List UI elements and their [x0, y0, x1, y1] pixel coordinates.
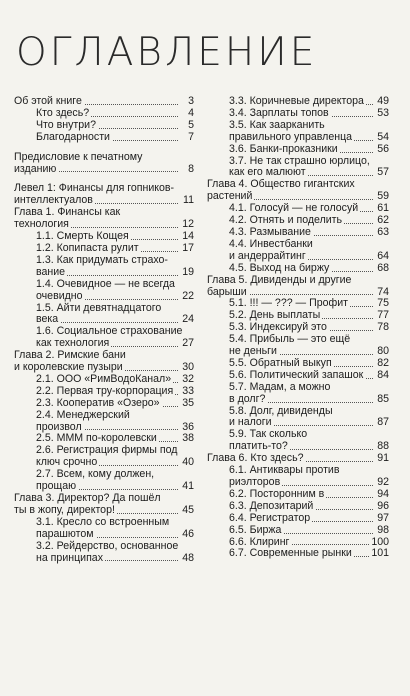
toc-entry-title: Что внутри?: [36, 119, 96, 131]
toc-entry-title-line: 2.7. Всем, кому должен,: [36, 468, 155, 481]
toc-page-number: 53: [377, 106, 389, 119]
toc-entry-title: Благодарности: [36, 131, 110, 143]
toc-entry-title: 6.5. Биржа: [229, 524, 282, 536]
toc-page-number: 91: [377, 452, 389, 465]
toc-entry[interactable]: [207, 334, 389, 358]
toc-page-number: 5: [188, 118, 194, 131]
toc-leader-dots: [36, 314, 178, 326]
toc-page-number: 30: [182, 361, 194, 374]
toc-leader-dots: [36, 338, 178, 350]
toc-leader-dots: [36, 481, 178, 493]
toc-left-column: [14, 96, 194, 564]
toc-page-number: 87: [377, 416, 389, 429]
toc-entry-title-line: 3.5. Как заарканить: [229, 118, 325, 131]
toc-entry[interactable]: [14, 243, 194, 255]
toc-page-number: 48: [182, 551, 194, 564]
toc-page-number: 41: [182, 480, 194, 493]
toc-entry[interactable]: [14, 541, 194, 565]
toc-entry[interactable]: [14, 207, 194, 231]
toc-entry[interactable]: [14, 183, 194, 207]
toc-entry-title: и андеррайтинг: [229, 250, 306, 262]
toc-page-number: 8: [188, 162, 194, 175]
toc-page-number: 11: [183, 194, 194, 207]
toc-entry-title: 2.5. МММ по-королевски: [36, 433, 157, 445]
toc-leader-dots: [14, 195, 178, 207]
toc-entry-title: прощаю: [36, 481, 77, 493]
toc-leader-dots: [14, 505, 178, 517]
toc-page-number: 61: [377, 202, 389, 215]
toc-entry[interactable]: [14, 152, 194, 176]
toc-leader-dots: [36, 457, 178, 469]
toc-entry[interactable]: [14, 303, 194, 327]
toc-page-number: 3: [188, 95, 194, 107]
toc-entry-title-line: 1.4. Очевидное — не всегда: [36, 277, 175, 290]
toc-page-number: 32: [182, 372, 194, 385]
toc-page-number: 14: [182, 230, 194, 243]
toc-entry[interactable]: [207, 548, 389, 560]
toc-entry-title-line: 3.7. Не так страшно юрлицо,: [229, 154, 370, 167]
toc-entry-title: 6.6. Клиринг: [229, 536, 290, 548]
toc-entry-title: 5.1. !!! — ??? — Профит: [229, 298, 348, 310]
toc-entry[interactable]: [14, 445, 194, 469]
toc-entry-title: 4.5. Выход на биржу: [229, 262, 330, 274]
toc-entry-title: 5.6. Политический запашок: [229, 369, 364, 381]
toc-entry[interactable]: [207, 203, 389, 215]
toc-leader-dots: [36, 267, 178, 279]
toc-leader-dots: [229, 346, 373, 358]
toc-entry-title: 3.4. Зарплаты топов: [229, 107, 329, 119]
toc-leader-dots: [36, 291, 178, 303]
toc-entry-title: как технология: [36, 338, 110, 350]
toc-page-number: 85: [377, 392, 389, 405]
toc-entry-title: барыши: [207, 286, 247, 298]
toc-page-number: 35: [182, 396, 194, 409]
toc-entry[interactable]: [207, 263, 389, 275]
toc-leader-dots: [229, 298, 373, 310]
toc-entry-title: изданию: [14, 163, 57, 175]
toc-page-number: 59: [377, 190, 389, 203]
toc-entry-title: 4.3. Размывание: [229, 226, 311, 238]
toc-entry[interactable]: [207, 156, 389, 180]
toc-entry-title: 6.2. Посторонним в: [229, 488, 325, 500]
toc-leader-dots: [14, 219, 178, 231]
toc-page-number: 46: [182, 527, 194, 540]
toc-entry-title-line: 4.4. Инвестбанки: [229, 237, 313, 250]
toc-entry-title: 2.3. Кооператив «Озеро»: [36, 397, 160, 409]
toc-entry[interactable]: [14, 433, 194, 445]
toc-entry[interactable]: [207, 298, 389, 310]
toc-entry-title-line: 3.1. Кресло со встроенным: [36, 515, 170, 528]
toc-entry-title: 3.3. Коричневые директора: [229, 96, 364, 107]
toc-page-number: 7: [188, 130, 194, 143]
toc-entry-title-line: 1.3. Как придумать страхо-: [36, 253, 168, 266]
toc-entry-title-line: Глава 1. Финансы как: [14, 206, 121, 219]
toc-leader-dots: [229, 477, 373, 489]
toc-page-number: 84: [377, 368, 389, 381]
toc-page-number: 101: [371, 547, 389, 560]
toc-entry[interactable]: [14, 493, 194, 517]
toc-page-number: 92: [377, 476, 389, 488]
toc-page-number: 54: [377, 130, 389, 143]
toc-entry[interactable]: [14, 398, 194, 410]
toc-entry[interactable]: [207, 406, 389, 430]
toc-entry[interactable]: [14, 120, 194, 132]
toc-entry-title-line: Глава 3. Директор? Да пошёл: [14, 492, 161, 504]
toc-entry-title-line: Глава 4. Общество гигантских: [207, 178, 355, 191]
toc-entry-title: 5.3. Индексируй это: [229, 322, 327, 334]
toc-entry[interactable]: [207, 239, 389, 263]
toc-page-number: 24: [182, 313, 194, 326]
toc-entry-title: растений: [207, 191, 253, 203]
toc-leader-dots: [36, 243, 178, 255]
toc-leader-dots: [229, 322, 373, 334]
toc-leader-dots: [36, 553, 178, 565]
toc-entry[interactable]: [14, 231, 194, 243]
toc-entry[interactable]: [207, 144, 389, 156]
toc-entry-title: 4.2. Отнять и поделить: [229, 215, 343, 227]
toc-entry-title: и королевские пузыри: [14, 362, 123, 374]
toc-entry[interactable]: [207, 501, 389, 513]
toc-page-number: 75: [377, 297, 389, 310]
toc-entry-title-line: Глава 2. Римские бани: [14, 349, 126, 362]
toc-leader-dots: [36, 231, 178, 243]
toc-page-number: 38: [182, 432, 194, 445]
toc-entry-title-line: 5.8. Долг, дивиденды: [229, 404, 333, 417]
toc-entry-title: очевидно: [36, 290, 83, 302]
toc-entry-title: технология: [14, 219, 69, 231]
toc-entry-title: как его малюют: [229, 167, 306, 179]
toc-entry-title: в долг?: [229, 393, 266, 405]
toc-entry-title-line: 6.1. Антиквары против: [229, 464, 340, 477]
toc-entry-title-line: 2.6. Регистрация фирмы под: [36, 444, 178, 457]
toc-page-number: 82: [377, 356, 389, 369]
toc-leader-dots: [36, 433, 178, 445]
toc-leader-dots: [229, 501, 373, 513]
toc-entry[interactable]: [207, 215, 389, 227]
toc-page-number: 74: [377, 285, 389, 298]
toc-page-number: 96: [377, 499, 389, 512]
toc-entry-title: 4.1. Голосуй — не голосуй: [229, 203, 359, 215]
toc-leader-dots: [229, 370, 373, 382]
toc-page-number: 17: [182, 241, 194, 254]
toc-entry-title: платить-то?: [229, 441, 288, 453]
toc-page-number: 62: [377, 214, 389, 227]
toc-entry-title: 5.2. День выплаты: [229, 310, 321, 322]
toc-leader-dots: [229, 108, 373, 120]
toc-entry-title: риэлторов: [229, 477, 281, 488]
toc-entry[interactable]: [207, 96, 389, 108]
toc-entry[interactable]: [14, 108, 194, 120]
toc-leader-dots: [229, 132, 373, 144]
toc-entry-title: и налоги: [229, 417, 272, 429]
toc-page-number: 57: [377, 166, 389, 179]
toc-page-number: 97: [377, 511, 389, 524]
toc-entry[interactable]: [207, 227, 389, 239]
toc-entry-title: на принципах: [36, 552, 103, 564]
toc-page-number: 63: [377, 225, 389, 238]
toc-entry-title: 2.1. ООО «РимВодоКанал»: [36, 373, 172, 385]
toc-page-number: 100: [371, 535, 389, 548]
toc-leader-dots: [229, 263, 373, 275]
toc-leader-dots: [229, 167, 373, 179]
toc-entry[interactable]: [207, 310, 389, 322]
toc-entry[interactable]: [207, 537, 389, 549]
toc-entry-title: Глава 6. Кто здесь?: [207, 453, 304, 465]
toc-leader-dots: [229, 215, 373, 227]
toc-page-number: 64: [377, 249, 389, 262]
toc-entry-title: 6.4. Регистратор: [229, 512, 311, 524]
toc-entry-title-line: 5.4. Прибыль — это ещё: [229, 333, 351, 346]
toc-entry[interactable]: [207, 465, 389, 489]
toc-entry[interactable]: [207, 429, 389, 453]
toc-leader-dots: [229, 489, 373, 501]
toc-entry-title-line: Глава 5. Дивиденды и другие: [207, 273, 352, 286]
toc-leader-dots: [14, 96, 178, 108]
toc-leader-dots: [36, 529, 178, 541]
toc-entry[interactable]: [207, 370, 389, 382]
toc-leader-dots: [229, 96, 373, 108]
toc-entry-title: 3.6. Банки-проказники: [229, 143, 338, 155]
toc-page-number: 19: [182, 265, 194, 278]
toc-entry-title: Кто здесь?: [36, 107, 90, 119]
toc-entry[interactable]: [14, 410, 194, 434]
toc-entry[interactable]: [207, 513, 389, 525]
toc-entry-title: 6.7. Современные рынки: [229, 548, 352, 560]
toc-entry[interactable]: [14, 374, 194, 386]
toc-entry[interactable]: [207, 382, 389, 406]
toc-entry-title: 1.1. Смерть Кощея: [36, 231, 129, 243]
toc-page-number: 98: [377, 523, 389, 536]
toc-entry-title: ключ срочно: [36, 457, 98, 469]
toc-page-number: 78: [377, 321, 389, 334]
toc-entry[interactable]: [14, 96, 194, 108]
toc-page-number: 56: [377, 142, 389, 155]
toc-entry-title-line: Левел 1: Финансы для гопников-: [14, 182, 175, 195]
toc-entry[interactable]: [207, 358, 389, 370]
toc-entry[interactable]: [207, 322, 389, 334]
toc-entry-title: 5.5. Обратный выкуп: [229, 357, 332, 369]
toc-entry[interactable]: [207, 120, 389, 144]
toc-leader-dots: [229, 227, 373, 239]
toc-entry[interactable]: [207, 179, 389, 203]
toc-entry-title: не деньги: [229, 346, 277, 358]
toc-page-number: 27: [182, 337, 194, 350]
toc-leader-dots: [229, 513, 373, 525]
toc-entry[interactable]: [14, 279, 194, 303]
toc-leader-dots: [229, 525, 373, 537]
toc-page-number: 12: [182, 218, 194, 231]
toc-page-number: 49: [377, 95, 389, 107]
toc-entry-title: вание: [36, 266, 66, 278]
toc-entry-title-line: 5.7. Мадам, а можно: [229, 380, 331, 393]
toc-leader-dots: [36, 108, 178, 120]
toc-entry-title: 2.2. Первая тру-корпорация: [36, 385, 174, 397]
toc-entry[interactable]: [207, 489, 389, 501]
toc-page-number: 45: [182, 503, 194, 516]
toc-leader-dots: [229, 251, 373, 263]
toc-entry-title: Об этой книге: [14, 96, 82, 107]
toc-leader-dots: [229, 537, 369, 549]
toc-entry[interactable]: [14, 350, 194, 374]
toc-leader-dots: [229, 417, 373, 429]
toc-page-number: 68: [377, 261, 389, 274]
toc-entry[interactable]: [14, 517, 194, 541]
toc-entry[interactable]: [14, 469, 194, 493]
toc-page-number: 36: [182, 420, 194, 433]
toc-entry-title: 1.2. Копипаста рулит: [36, 242, 139, 254]
toc-leader-dots: [207, 191, 373, 203]
toc-leader-dots: [229, 548, 369, 560]
toc-entry[interactable]: [207, 525, 389, 537]
toc-entry-title-line: 5.9. Так сколько: [229, 428, 308, 441]
toc-entry-title: правильного управленца: [229, 131, 353, 143]
toc-leader-dots: [229, 310, 373, 322]
toc-entry-title-line: Предисловие к печатному: [14, 150, 143, 163]
toc-page-number: 4: [188, 106, 194, 119]
toc-page-number: 33: [182, 384, 194, 397]
toc-entry[interactable]: [14, 326, 194, 350]
toc-entry-title: века: [36, 314, 59, 326]
toc-entry-title-line: 1.5. Айти девятнадцатого: [36, 301, 162, 314]
toc-entry-title: 2.4. Менеджерский произвол: [36, 409, 130, 433]
toc-entry[interactable]: [207, 108, 389, 120]
toc-entry[interactable]: [207, 275, 389, 299]
toc-leader-dots: [229, 441, 373, 453]
toc-leader-dots: [229, 358, 373, 370]
toc-leader-dots: [36, 120, 178, 132]
page-title: ОГЛАВЛЕНИЕ: [16, 30, 318, 75]
toc-right-column: [207, 96, 389, 560]
toc-leader-dots: [36, 386, 178, 398]
toc-leader-dots: [229, 394, 373, 406]
toc-leader-dots: [36, 132, 178, 144]
toc-leader-dots: [36, 374, 178, 386]
toc-page-number: 88: [377, 440, 389, 453]
toc-entry[interactable]: [14, 386, 194, 398]
toc-entry-title: ты в жопу, директор!: [14, 504, 115, 516]
toc-page-number: 94: [377, 487, 389, 500]
toc-entry-title-line: 1.6. Социальное страхование: [36, 325, 183, 338]
toc-page-number: 22: [182, 289, 194, 302]
toc-page-number: 40: [182, 456, 194, 469]
toc-page-number: 77: [377, 309, 389, 322]
toc-leader-dots: [229, 144, 373, 156]
toc-entry[interactable]: [14, 255, 194, 279]
toc-leader-dots: [207, 287, 373, 299]
toc-leader-dots: [229, 203, 373, 215]
toc-leader-dots: [207, 453, 373, 465]
toc-entry-title-line: 3.2. Рейдерство, основанное: [36, 539, 179, 552]
toc-entry[interactable]: [207, 453, 389, 465]
toc-entry-title: интеллектуалов: [14, 195, 93, 207]
toc-page-number: 80: [377, 345, 389, 358]
toc-entry[interactable]: [14, 132, 194, 144]
toc-entry-title: парашютом: [36, 528, 94, 540]
toc-leader-dots: [36, 410, 178, 434]
toc-leader-dots: [36, 398, 178, 410]
toc-entry-title: 6.3. Депозитарий: [229, 500, 314, 512]
toc-leader-dots: [14, 164, 178, 176]
toc-leader-dots: [14, 362, 178, 374]
